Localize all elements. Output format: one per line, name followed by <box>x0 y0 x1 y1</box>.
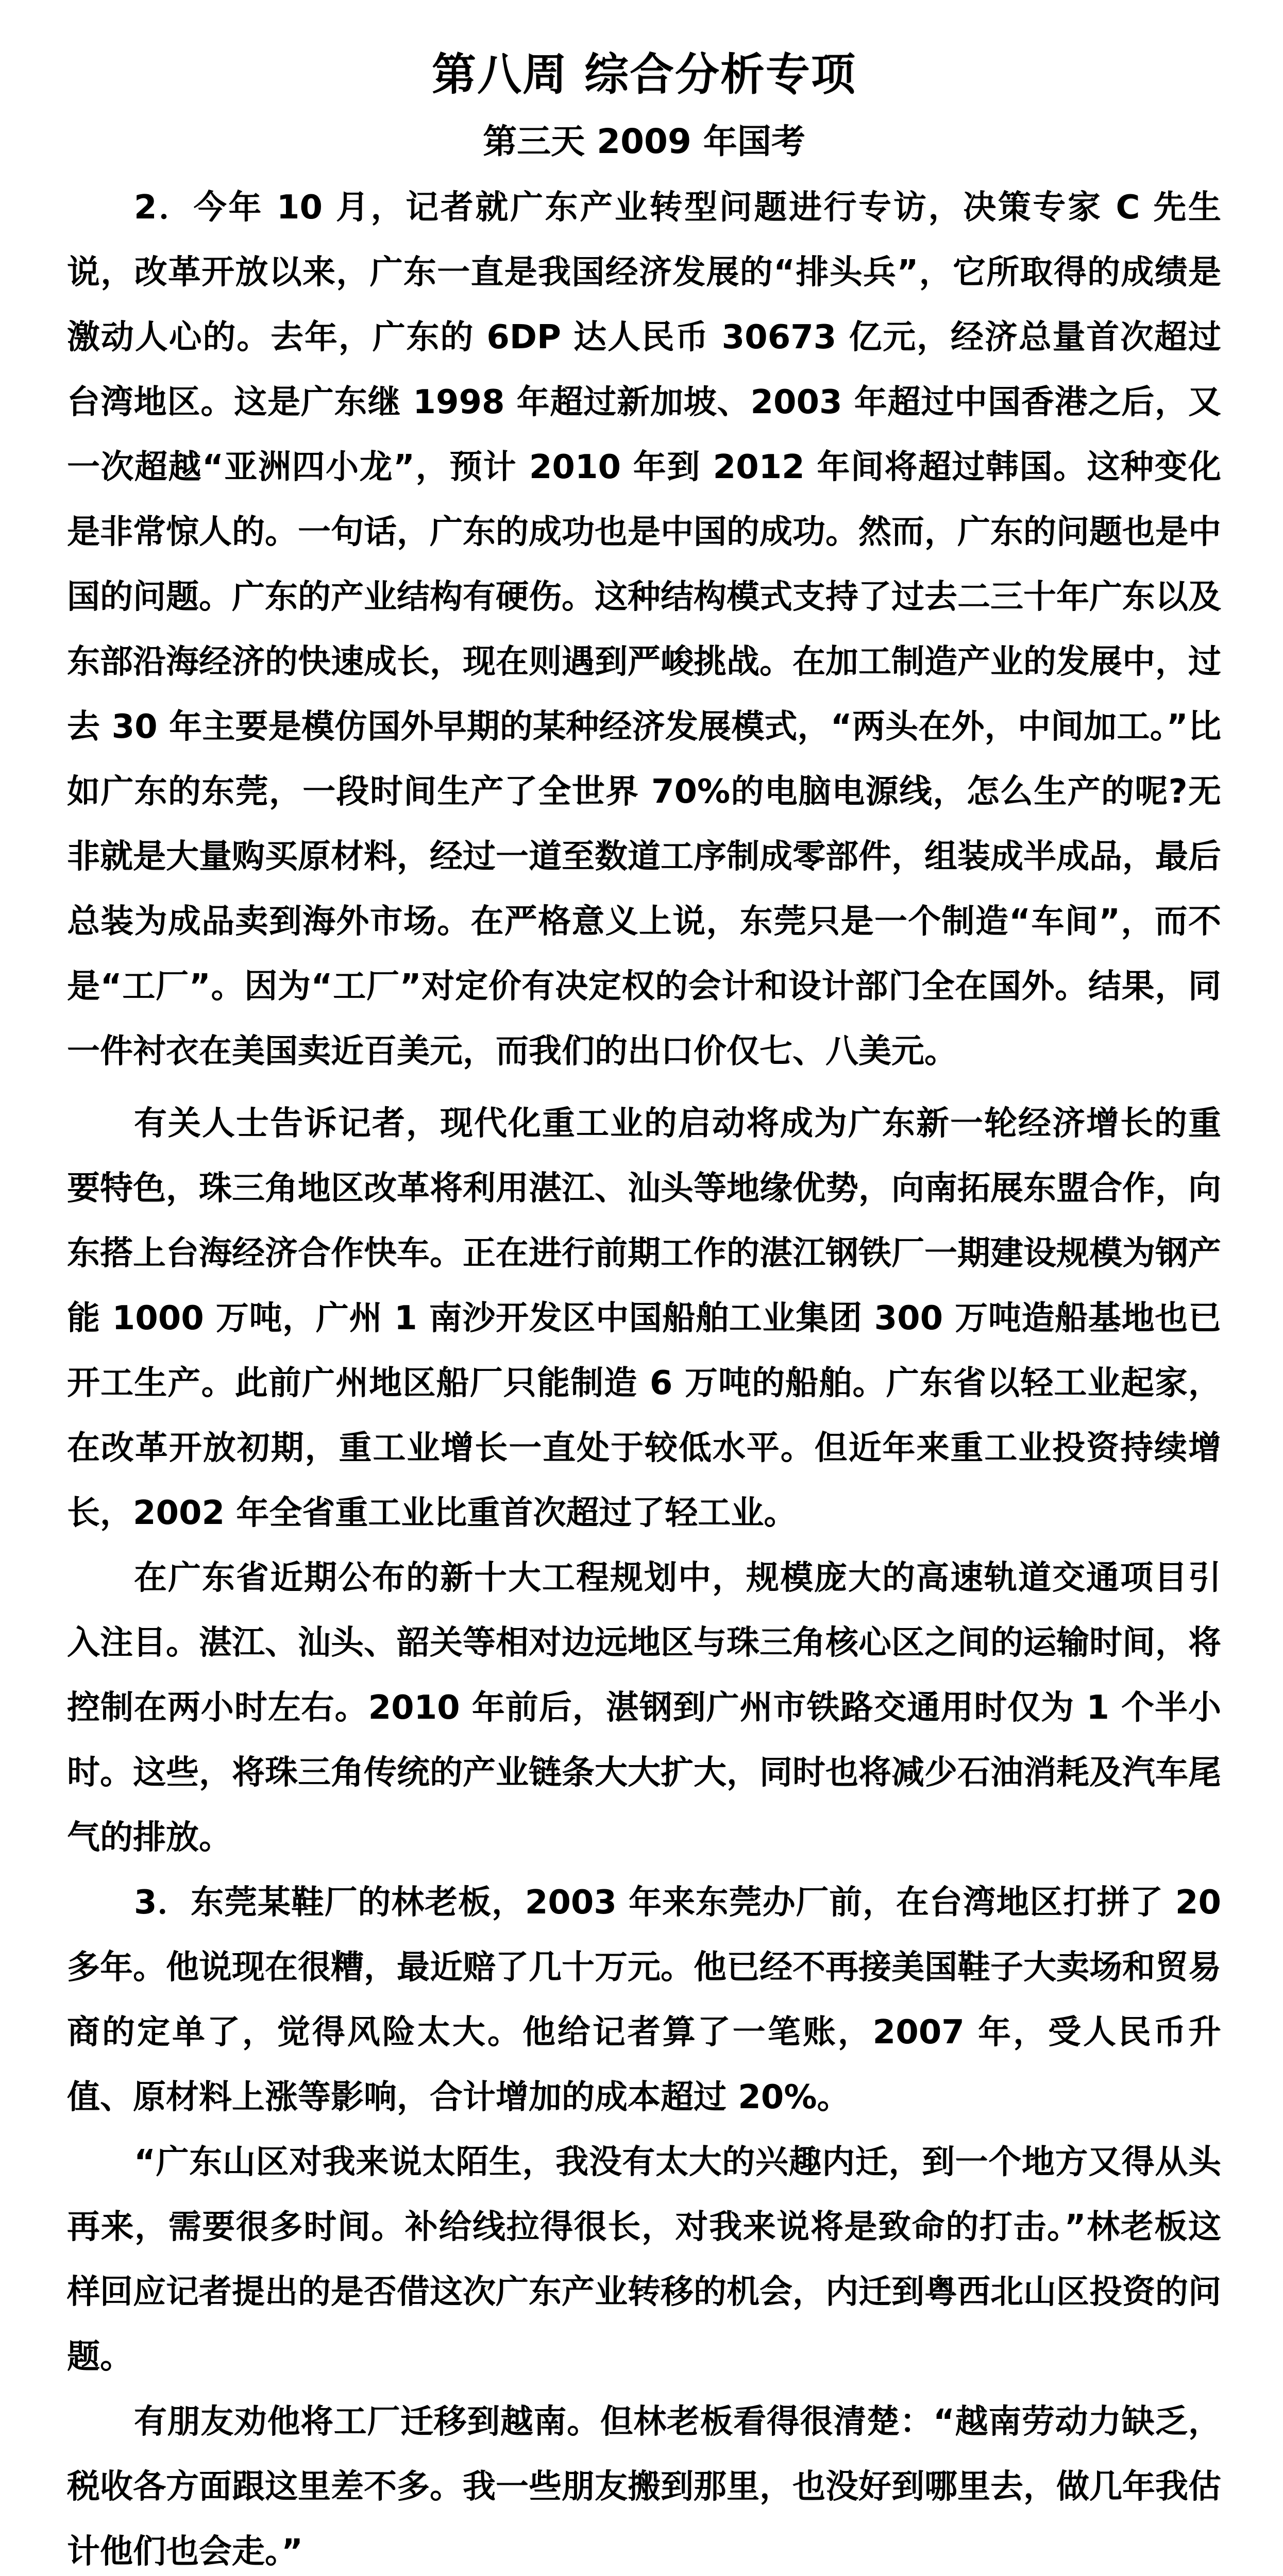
paragraph-material-3: 3．东莞某鞋厂的林老板，2003 年来东莞办厂前，在台湾地区打拼了 20 多年。他说现在很糟，最近赔了几十万元。他已经不再接美国鞋子大卖场和贸易商的定单了，觉得风险太大。他给记者算了一笔账，2007 年，受人民币升值、原材料上涨等影响，合计增加的成本超过 20%。 <box>67 1884 1221 2116</box>
paragraph-relocation-quote: “广东山区对我来说太陌生，我没有太大的兴趣内迁，到一个地方又得从头再来，需要很多时间。补给线拉得很长，对我来说将是致命的打击。”林老板这样回应记者提出的是否借这次广东产业转移的机会，内迁到粤西北山区投资的问题。 <box>67 2143 1221 2376</box>
page-title: 第八周 综合分析专项 <box>432 49 856 100</box>
paragraph-heavy-industry: 有关人士告诉记者，现代化重工业的启动将成为广东新一轮经济增长的重要特色，珠三角地区改革将利用湛江、汕头等地缘优势，向南拓展东盟合作，向东搭上台海经济合作快车。正在进行前期工作的湛江钢铁厂一期建设规模为钢产能 1000 万吨，广州 1 南沙开发区中国船舶工业集团 300 万吨造船基地也已开工生产。此前广州地区船厂只能制造 6 万吨的船舶。广东省以轻工业起家，在改革开放初期，重工业增长一直处于较低水平。但近年来重工业投资持续增长，2002 年全省重工业比重首次超过了轻工业。 <box>67 1105 1221 1532</box>
paragraph-rail-transport: 在广东省近期公布的新十大工程规划中，规模庞大的高速轨道交通项目引入注目。湛江、汕头、韶关等相对边远地区与珠三角核心区之间的运输时间，将控制在两小时左右。2010 年前后，湛钢到广州市铁路交通用时仅为 1 个半小时。这些，将珠三角传统的产业链条大大扩大，同时也将减少石油消耗及汽车尾气的排放。 <box>67 1559 1221 1857</box>
page-subtitle: 第三天 2009 年国考 <box>483 122 805 161</box>
paragraph-vietnam: 有朋友劝他将工厂迁移到越南。但林老板看得很清楚：“越南劳动力缺乏，税收各方面跟这里差不多。我一些朋友搬到那里，也没好到哪里去，做几年我估计他们也会走。” <box>67 2403 1221 2571</box>
paragraph-material-2: 2．今年 10 月，记者就广东产业转型问题进行专访，决策专家 C 先生说，改革开放以来，广东一直是我国经济发展的“排头兵”，它所取得的成绩是激动人心的。去年，广东的 6DP 达人民币 30673 亿元，经济总量首次超过台湾地区。这是广东继 1998 年超过新加坡、2003 年超过中国香港之后，又一次超越“亚洲四小龙”，预计 2010 年到 2012 年间将超过韩国。这种变化是非常惊人的。一句话，广东的成功也是中国的成功。然而，广东的问题也是中国的问题。广东的产业结构有硬伤。这种结构模式支持了过去二三十年广东以及东部沿海经济的快速成长，现在则遇到严峻挑战。在加工制造产业的发展中，过去 30 年主要是模仿国外早期的某种经济发展模式，“两头在外，中间加工。”比如广东的东莞，一段时间生产了全世界 70%的电脑电源线，怎么生产的呢?无非就是大量购买原材料，经过一道至数道工序制成零部件，组装成半成品，最后总装为成品卖到海外市场。在严格意义上说，东莞只是一个制造“车间”，而不是“工厂”。因为“工厂”对定价有决定权的会计和设计部门全在国外。结果，同一件衬衣在美国卖近百美元，而我们的出口价仅七、八美元。 <box>67 189 1221 1071</box>
